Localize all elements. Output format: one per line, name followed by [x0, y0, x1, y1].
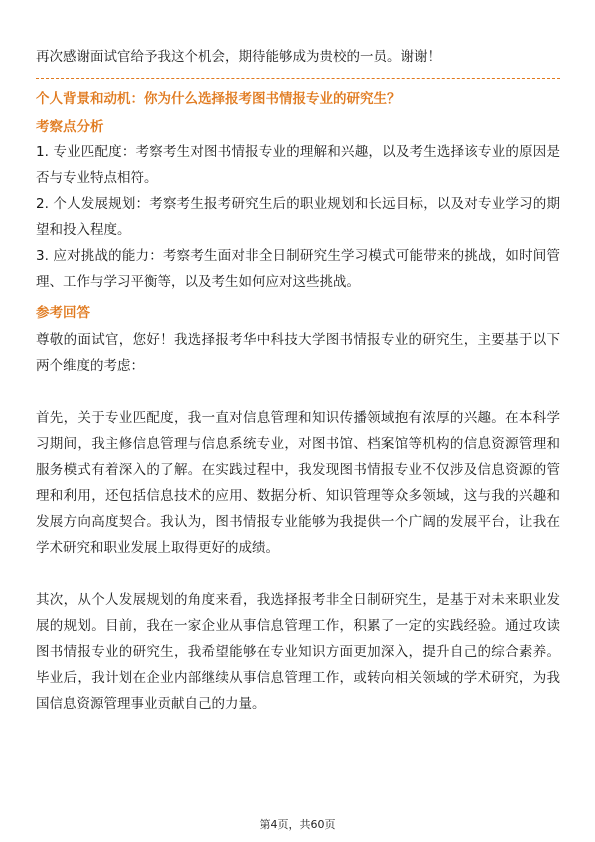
- page-number: 第4页，共60页: [259, 818, 336, 831]
- analysis-heading: 考察点分析: [36, 119, 104, 135]
- answer-paragraph-2: 其次，从个人发展规划的角度来看，我选择报考非全日制研究生，是基于对未来职业发展的规划。目前，我在一家企业从事信息管理工作，积累了一定的实践经验。通过攻读图书情报专业的研究生，我希望能够在专业知识方面更加深入，提升自己的综合素养。毕业后，我计划在企业内部继续从事信息管理工作，或转向相关领域的学术研究，为我国信息资源管理事业贡献自己的力量。: [36, 592, 560, 712]
- interview-question: 个人背景和动机：你为什么选择报考图书情报专业的研究生？: [36, 91, 401, 107]
- page-content: [36, 46, 560, 717]
- answer-paragraph-1: 首先，关于专业匹配度，我一直对信息管理和知识传播领域抱有浓厚的兴趣。在本科学习期间，我主修信息管理与信息系统专业，对图书馆、档案馆等机构的信息资源管理和服务模式有着深入的了解。在实践过程中，我发现图书情报专业不仅涉及信息资源的管理和利用，还包括信息技术的应用、数据分析、知识管理等众多领域，这与我的兴趣和发展方向高度契合。我认为，图书情报专业能够为我提供一个广阔的发展平台，让我在学术研究和职业发展上取得更好的成绩。: [36, 410, 560, 556]
- analysis-point-3: 3. 应对挑战的能力：考察考生面对非全日制研究生学习模式可能带来的挑战，如时间管理、工作与学习平衡等，以及考生如何应对这些挑战。: [36, 248, 560, 290]
- closing-remark: 再次感谢面试官给予我这个机会，期待能够成为贵校的一员。谢谢！: [36, 49, 441, 65]
- answer-opening: 尊敬的面试官，您好！我选择报考华中科技大学图书情报专业的研究生，主要基于以下两个维度的考虑：: [36, 332, 560, 374]
- analysis-point-2: 2. 个人发展规划：考察考生报考研究生后的职业规划和长远目标，以及对专业学习的期望和投入程度。: [36, 196, 560, 238]
- section-divider: [36, 78, 560, 79]
- analysis-point-1: 1. 专业匹配度：考察考生对图书情报专业的理解和兴趣，以及考生选择该专业的原因是否与专业特点相符。: [36, 144, 560, 186]
- answer-heading: 参考回答: [36, 305, 90, 321]
